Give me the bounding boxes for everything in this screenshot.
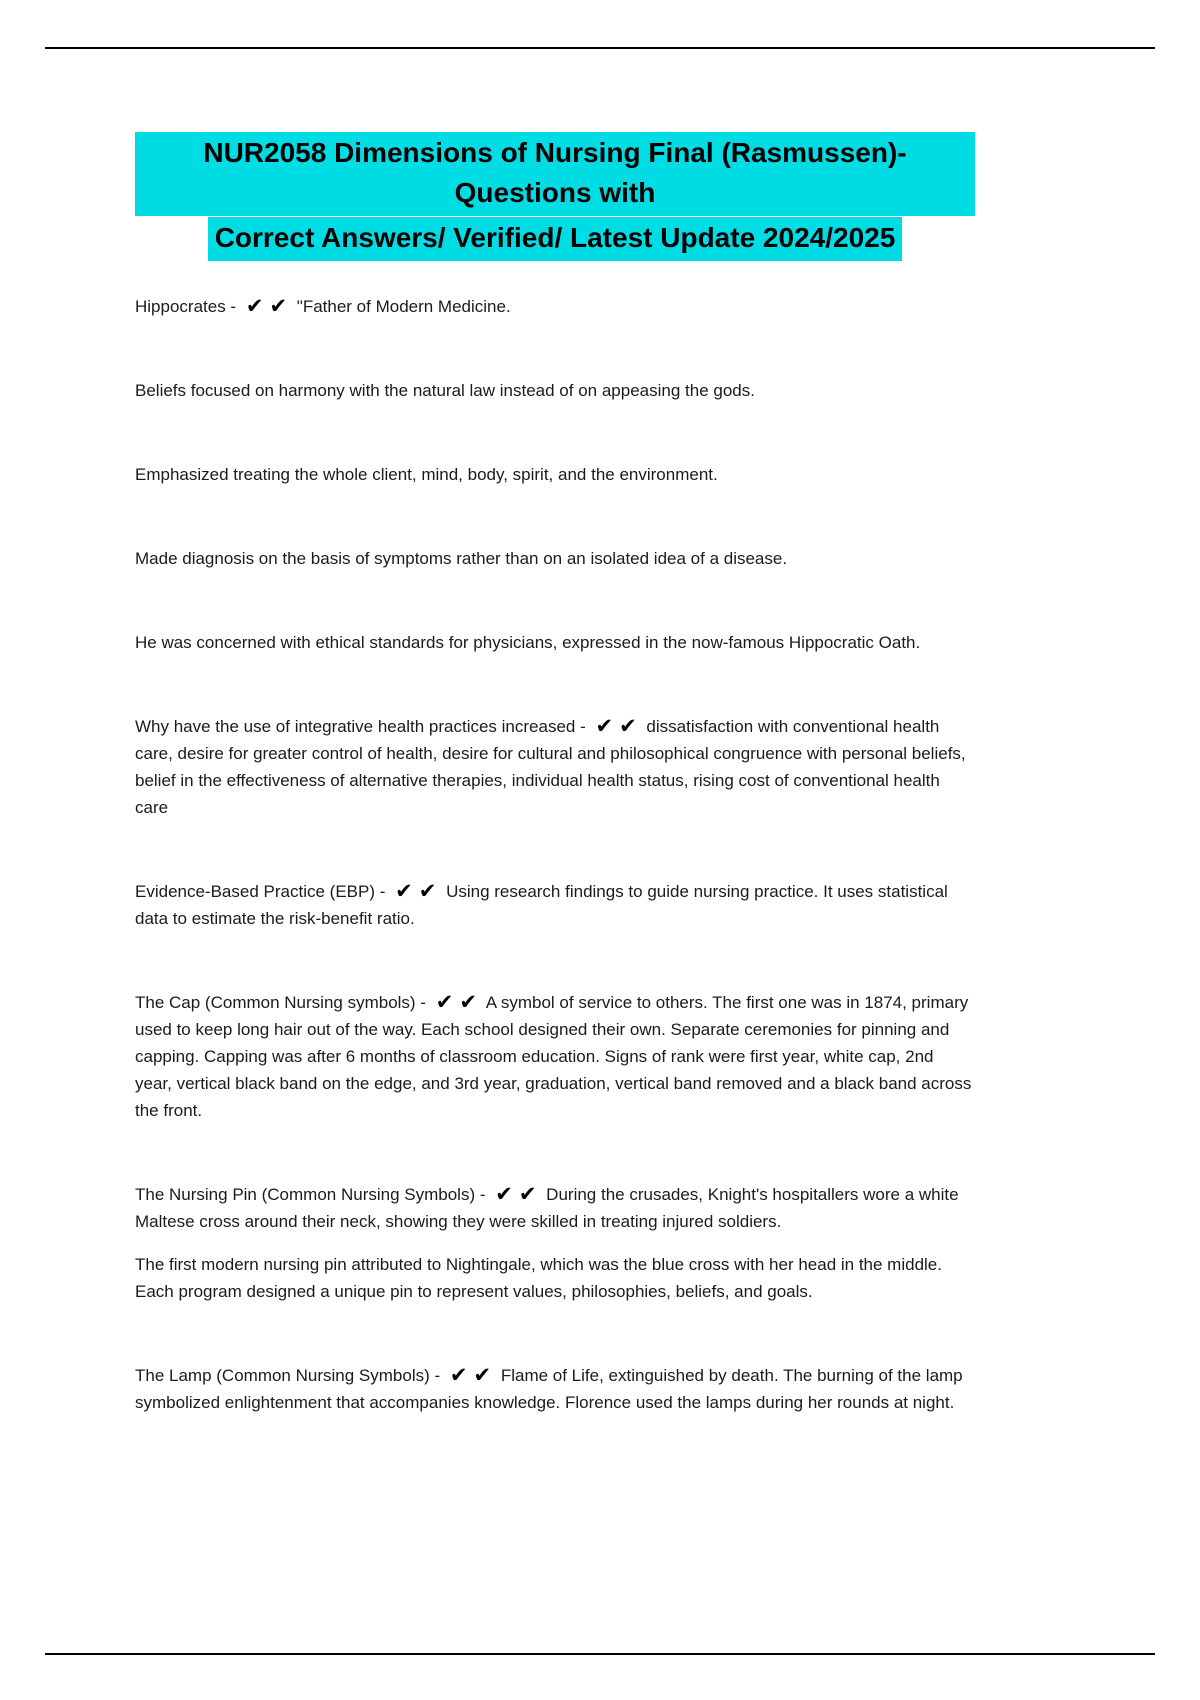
checkmark-icon: ✔	[269, 295, 288, 318]
question-text: Why have the use of integrative health practices increased -	[135, 717, 591, 736]
question-text: Evidence-Based Practice (EBP) -	[135, 882, 391, 901]
answer-marker	[433, 993, 480, 1012]
answer-text: dissatisfaction with conventional health care, desire for greater control of health, desire for cultural and philosophical congruence with personal beliefs, belief in the effectiveness of alternative therapies, individual health status, rising cost of conventional health care	[135, 717, 966, 817]
paragraph	[135, 1251, 975, 1305]
paragraph	[135, 377, 975, 404]
checkmark-icon: ✔	[245, 295, 264, 318]
paragraph	[135, 1362, 975, 1416]
answer-marker	[392, 882, 439, 901]
answer-text: Using research findings to guide nursing practice. It uses statistical data to estimate the risk-benefit ratio.	[135, 882, 948, 928]
checkmark-icon: ✔	[459, 991, 477, 1014]
paragraph	[135, 293, 975, 320]
answer-marker	[592, 717, 639, 736]
question-text: Emphasized treating the whole client, mind, body, spirit, and the environment.	[135, 465, 718, 484]
checkmark-icon: ✔	[495, 1183, 513, 1206]
checkmark-icon: ✔	[595, 715, 614, 738]
checkmark-icon: ✔	[518, 1183, 537, 1206]
answer-text: A symbol of service to others. The first one was in 1874, primary used to keep long hair out of the way. Each school designed their own. Separate ceremonies for pinning and capping. Capping was after 6 months of classroom education. Signs of rank were first year, white cap, 2nd year, vertical black band on the edge, and 3rd year, graduation, vertical band removed and a black band across the front.	[135, 993, 972, 1120]
paragraph	[135, 545, 975, 572]
document-content	[135, 0, 975, 1473]
answer-marker	[243, 297, 290, 316]
question-text: The Cap (Common Nursing symbols) -	[135, 993, 431, 1012]
checkmark-icon: ✔	[449, 1364, 468, 1387]
question-text: The first modern nursing pin attributed to Nightingale, which was the blue cross with her head in the middle. Each program designed a unique pin to represent values, philosophies, beliefs, and goals.	[135, 1255, 942, 1301]
document-title	[135, 132, 975, 261]
answer-marker	[492, 1185, 539, 1204]
paragraph	[135, 1181, 975, 1235]
question-text: The Lamp (Common Nursing Symbols) -	[135, 1366, 445, 1385]
checkmark-icon: ✔	[619, 715, 637, 738]
checkmark-icon: ✔	[473, 1364, 492, 1387]
checkmark-icon: ✔	[395, 880, 413, 903]
document-body	[135, 293, 975, 1416]
title-highlight-line2: Correct Answers/ Verified/ Latest Update 2024/2025	[208, 217, 903, 261]
paragraph	[135, 629, 975, 656]
paragraph	[135, 713, 975, 821]
question-text: Hippocrates -	[135, 297, 241, 316]
question-text: He was concerned with ethical standards for physicians, expressed in the now-famous Hippocratic Oath.	[135, 633, 921, 652]
answer-text: During the crusades, Knight's hospitallers wore a white Maltese cross around their neck, showing they were skilled in treating injured soldiers.	[135, 1185, 959, 1231]
bottom-border-line	[45, 1653, 1155, 1655]
question-text: Beliefs focused on harmony with the natural law instead of on appeasing the gods.	[135, 381, 755, 400]
question-text: The Nursing Pin (Common Nursing Symbols) -	[135, 1185, 491, 1204]
checkmark-icon: ✔	[435, 991, 454, 1014]
paragraph	[135, 989, 975, 1124]
checkmark-icon: ✔	[418, 880, 437, 903]
answer-text: Flame of Life, extinguished by death. The burning of the lamp symbolized enlightenment that accompanies knowledge. Florence used the lamps during her rounds at night.	[135, 1366, 963, 1412]
answer-text: "Father of Modern Medicine.	[296, 297, 511, 316]
question-text: Made diagnosis on the basis of symptoms rather than on an isolated idea of a disease.	[135, 549, 788, 568]
answer-marker	[447, 1366, 494, 1385]
paragraph	[135, 461, 975, 488]
paragraph	[135, 878, 975, 932]
title-highlight-line1: NUR2058 Dimensions of Nursing Final (Rasmussen)-Questions with	[135, 132, 975, 216]
